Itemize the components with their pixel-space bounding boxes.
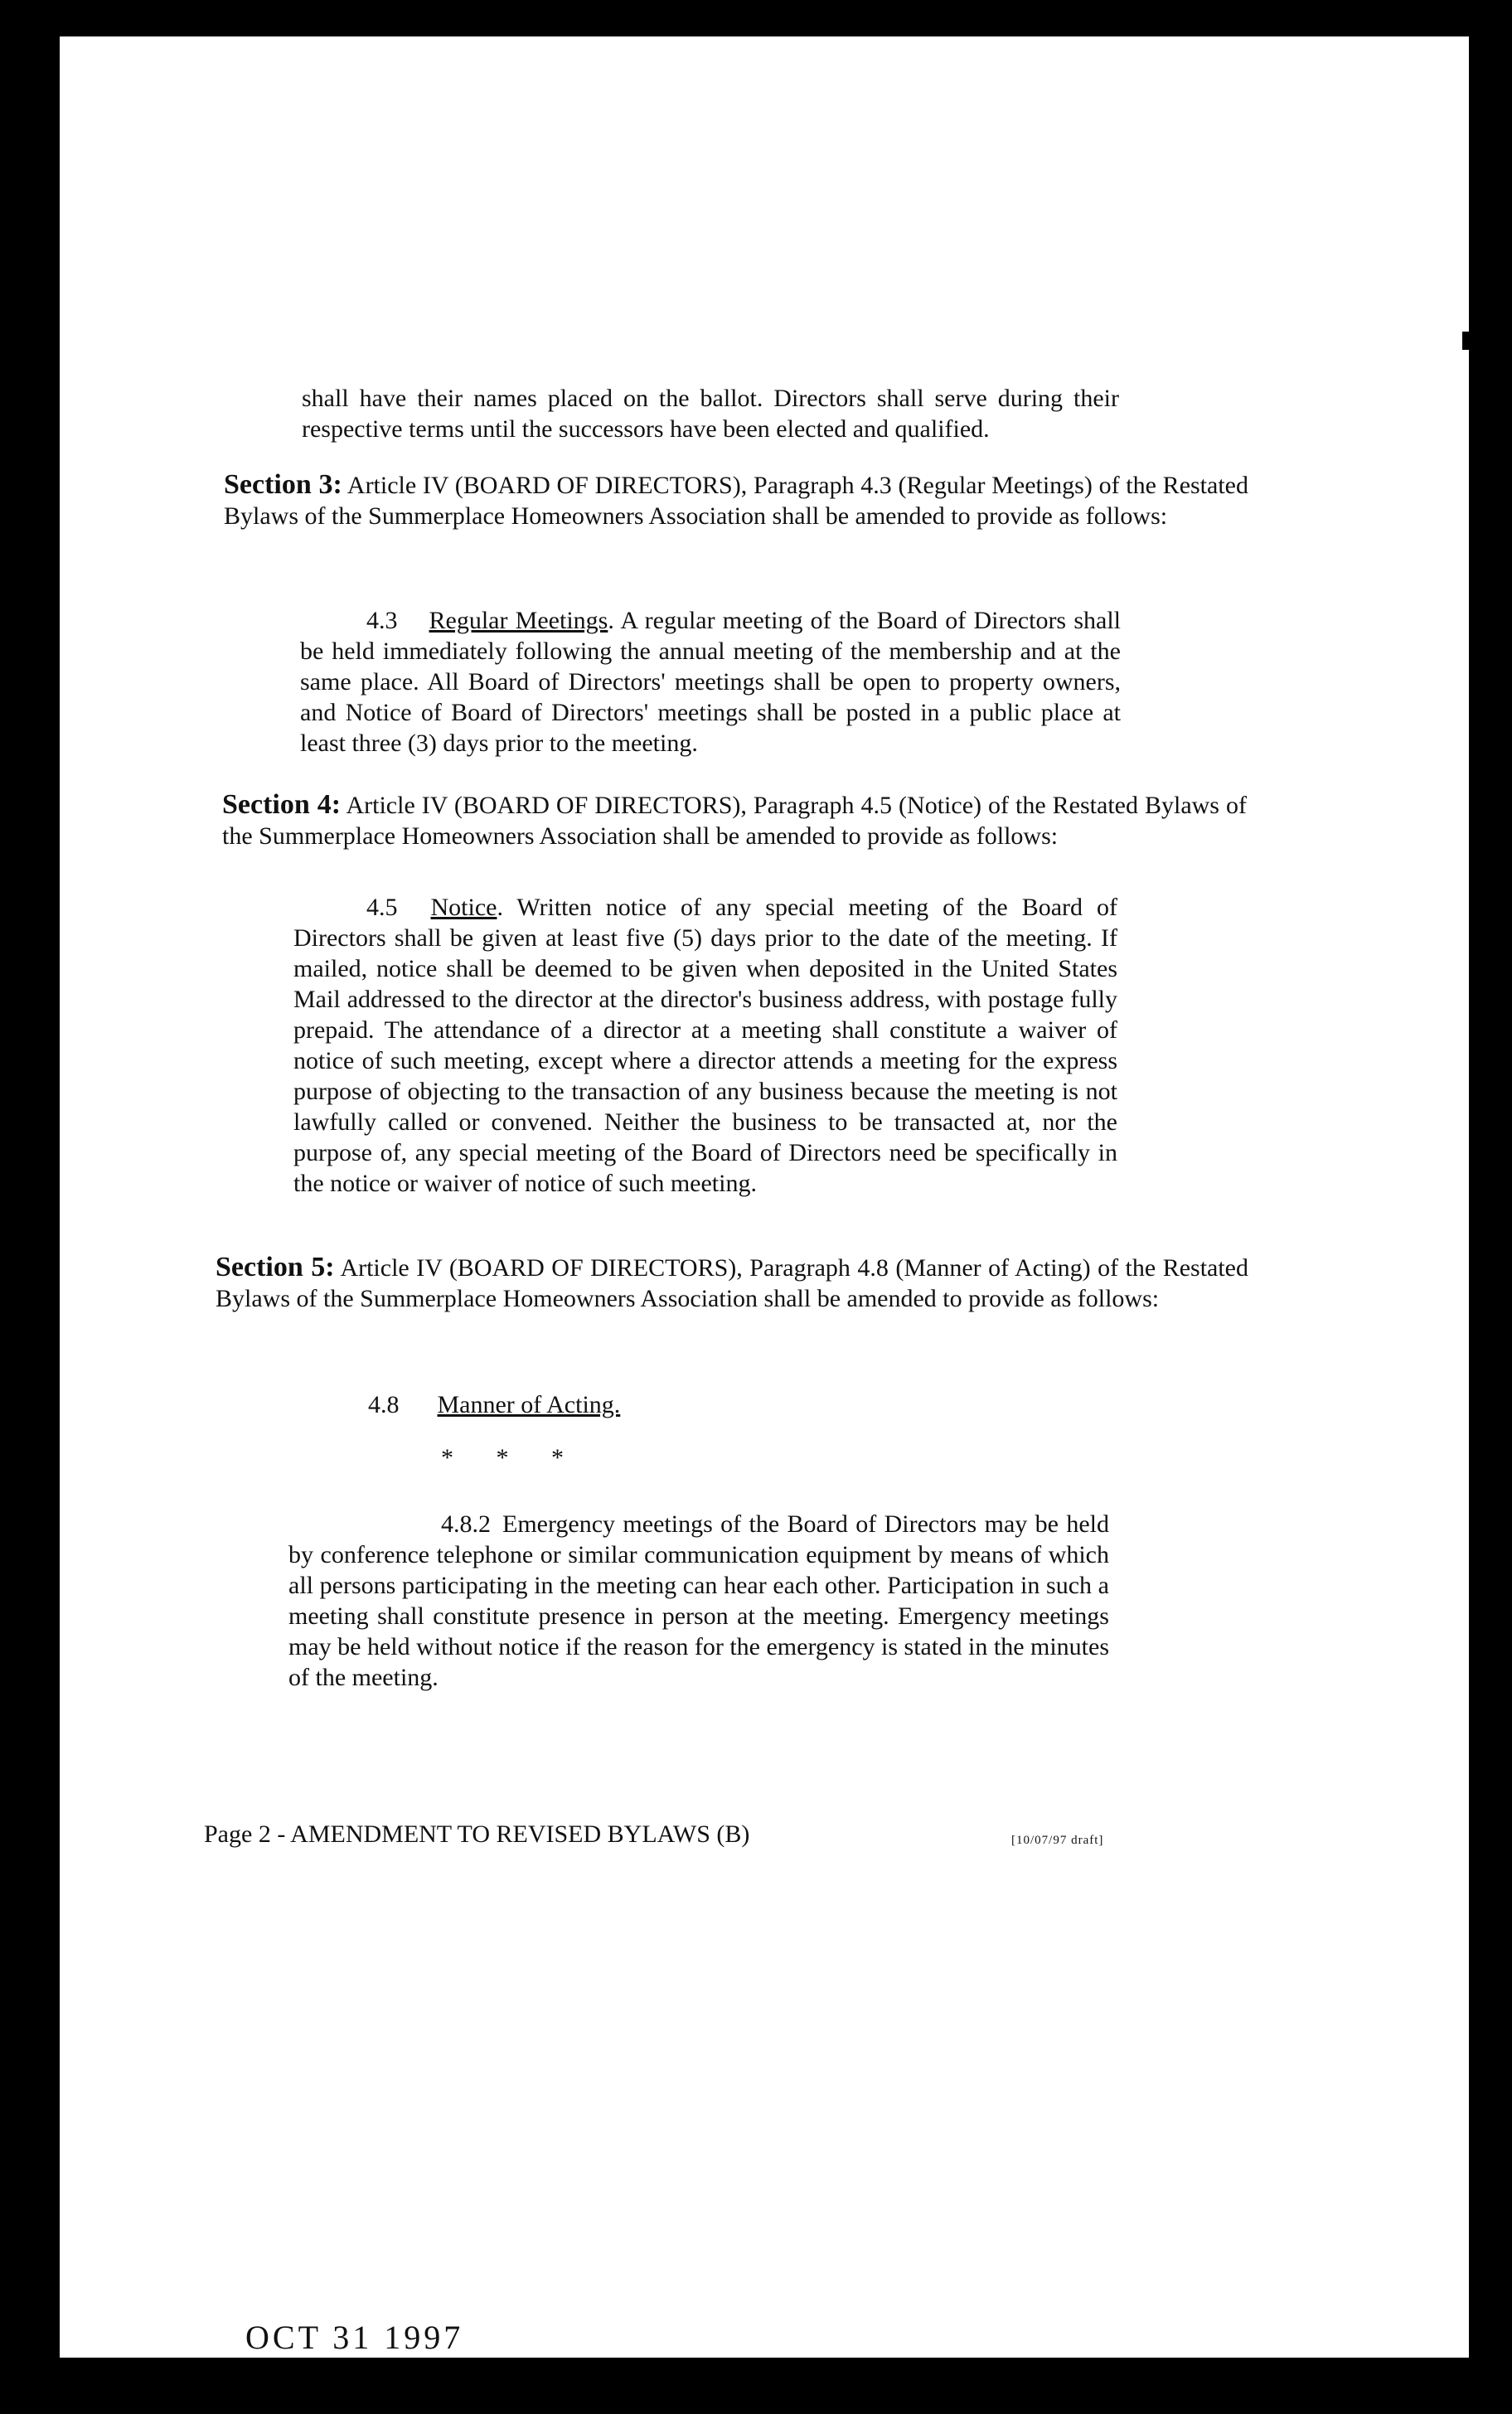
document-page (60, 36, 1469, 2358)
paragraph-4-5-title: Notice (430, 894, 497, 921)
paragraph-4-3-text: . A regular meeting of the Board of Directors shall be held immediately following the annual meeting of the membership and at the same place. All Board of Directors' meetings shall be open to property owners, and Notice of Board of Directors' meetings shall be posted in a public place at least three (3) days prior to the meeting. (300, 607, 1121, 757)
section-5-heading: Section 5: (216, 1252, 335, 1282)
omission-stars: * * * (441, 1444, 582, 1471)
paragraph-4-8-2-number: 4.8.2 (441, 1510, 491, 1538)
page-footer: Page 2 - AMENDMENT TO REVISED BYLAWS (B) (204, 1820, 750, 1848)
continuation-text: shall have their names placed on the ballot. Directors shall serve during their respective terms until the successors have been elected and qualified. (302, 385, 1119, 443)
section-4-heading: Section 4: (222, 789, 342, 820)
paragraph-4-5 (293, 892, 1117, 1199)
paragraph-4-5-number: 4.5 (366, 894, 398, 921)
paragraph-4-3-number: 4.3 (366, 607, 398, 634)
scan-edge-mark (1471, 50, 1476, 2363)
section-5 (216, 1252, 1248, 1314)
paragraph-4-3-title: Regular Meetings (429, 607, 608, 634)
paragraph-4-8 (368, 1389, 865, 1420)
section-3 (224, 469, 1248, 531)
scan-edge-mark (1462, 332, 1469, 350)
section-3-intro: Article IV (BOARD OF DIRECTORS), Paragraph 4.3 (Regular Meetings) of the Restated Bylaws of the Summerplace Homeowners Association shall be amended to provide as follows: (224, 472, 1248, 530)
scan-edge-mark (51, 33, 60, 2363)
section-4 (222, 789, 1247, 851)
date-stamp: OCT 31 1997 (245, 2319, 464, 2356)
paragraph-4-8-2-text: Emergency meetings of the Board of Directors may be held by conference telephone or similar communication equipment by means of which all persons participating in the meeting can hear each other. Participation in such a meeting shall constitute presence in person at the meeting. Emergency meetings may be held without notice if the reason for the emergency is stated in the minutes of the meeting. (288, 1510, 1109, 1691)
continuation-paragraph (302, 383, 1119, 444)
section-4-intro: Article IV (BOARD OF DIRECTORS), Paragraph 4.5 (Notice) of the Restated Bylaws of the Summerplace Homeowners Association shall be amended to provide as follows: (222, 792, 1247, 850)
paragraph-4-8-number: 4.8 (368, 1391, 400, 1418)
paragraph-4-3 (300, 605, 1121, 759)
paragraph-4-5-text: . Written notice of any special meeting of the Board of Directors shall be given at least five (5) days prior to the date of the meeting. If mailed, notice shall be deemed to be given when deposited in the United States Mail addressed to the director at the director's business address, with postage fully prepaid. The attendance of a director at a meeting shall constitute a waiver of notice of such meeting, except where a director attends a meeting for the express purpose of objecting to the transaction of any business because the meeting is not lawfully called or convened. Neither the business to be transacted at, nor the purpose of, any special meeting of the Board of Directors need be specifically in the notice or waiver of notice of such meeting. (293, 894, 1117, 1197)
section-3-heading: Section 3: (224, 469, 342, 500)
paragraph-4-8-2 (288, 1509, 1109, 1693)
section-5-intro: Article IV (BOARD OF DIRECTORS), Paragraph 4.8 (Manner of Acting) of the Restated Bylaws of the Summerplace Homeowners Association shall be amended to provide as follows: (216, 1254, 1248, 1312)
draft-label: [10/07/97 draft] (1011, 1834, 1104, 1847)
paragraph-4-8-title: Manner of Acting. (437, 1391, 621, 1418)
